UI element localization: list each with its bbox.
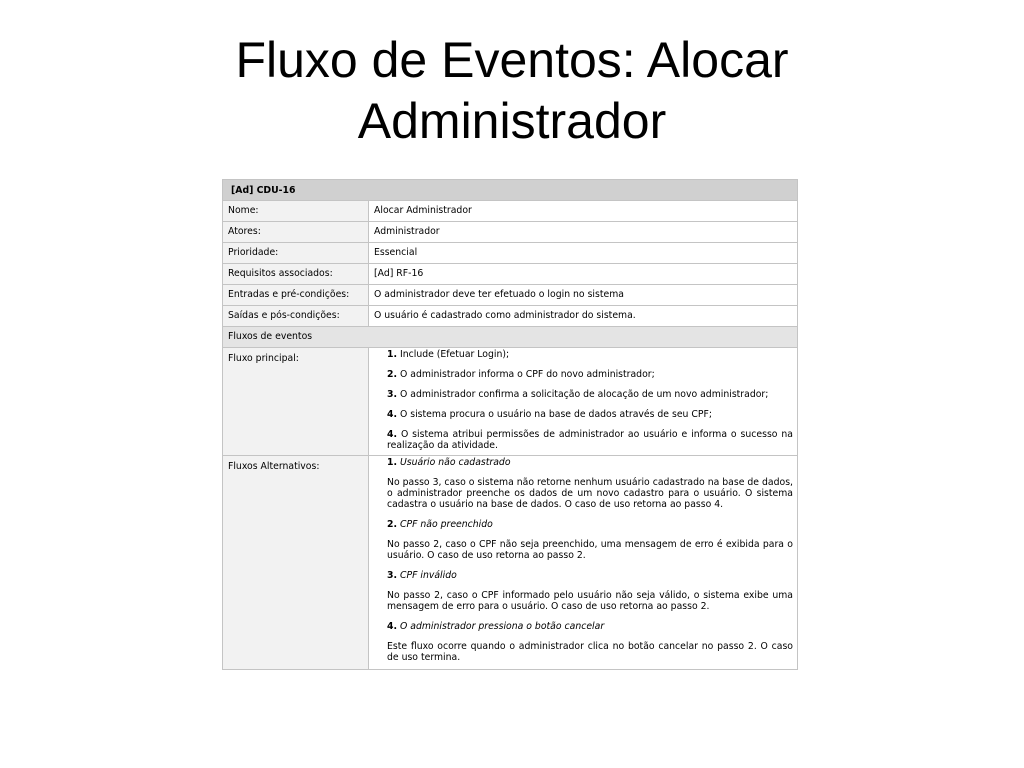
alt-flow-desc: No passo 3, caso o sistema não retorne nenhum usuário cadastrado na base de dados, o administrador preenche os dados de um novo cadastro para o usuário. O sistema cadastra o usuário na base de dados. O caso de uso retorna ao passo 4. bbox=[387, 477, 793, 510]
main-flow-label: Fluxo principal: bbox=[223, 348, 369, 456]
row-value: O administrador deve ter efetuado o login no sistema bbox=[369, 285, 798, 306]
row-label: Atores: bbox=[223, 222, 369, 243]
step-number: 4. bbox=[387, 409, 398, 420]
step-number: 1. bbox=[387, 349, 398, 360]
alt-flow-label: Fluxos Alternativos: bbox=[223, 456, 369, 670]
alt-title-text: CPF não preenchido bbox=[399, 519, 493, 530]
slide-title-line-1: Fluxo de Eventos: Alocar bbox=[235, 32, 789, 88]
alt-number: 4. bbox=[387, 621, 398, 632]
alt-flow-desc: Este fluxo ocorre quando o administrador clica no botão cancelar no passo 2. O caso de uso termina. bbox=[387, 641, 793, 663]
slide-title bbox=[0, 30, 1024, 152]
table-row bbox=[223, 285, 798, 306]
step-text: O administrador confirma a solicitação de alocação de um novo administrador; bbox=[399, 389, 769, 400]
table-row bbox=[223, 222, 798, 243]
row-value: [Ad] RF-16 bbox=[369, 264, 798, 285]
step-number: 3. bbox=[387, 389, 398, 400]
table-row bbox=[223, 306, 798, 327]
alt-flow-items bbox=[369, 456, 798, 670]
row-value: Essencial bbox=[369, 243, 798, 264]
alt-flow-desc: No passo 2, caso o CPF não seja preenchido, uma mensagem de erro é exibida para o usuário. O caso de uso retorna ao passo 2. bbox=[387, 539, 793, 561]
table-row bbox=[223, 243, 798, 264]
row-label: Nome: bbox=[223, 201, 369, 222]
row-value: Alocar Administrador bbox=[369, 201, 798, 222]
row-label: Prioridade: bbox=[223, 243, 369, 264]
alt-flow-title bbox=[387, 621, 793, 632]
row-value: O usuário é cadastrado como administrador do sistema. bbox=[369, 306, 798, 327]
flow-step bbox=[387, 429, 793, 451]
section-label: Fluxos de eventos bbox=[223, 327, 798, 348]
table-row bbox=[223, 201, 798, 222]
slide-title-line-2: Administrador bbox=[357, 93, 667, 149]
use-case-id: [Ad] CDU-16 bbox=[223, 180, 798, 201]
main-flow-row bbox=[223, 348, 798, 456]
use-case-table bbox=[222, 179, 798, 670]
alt-title-text: CPF inválido bbox=[399, 570, 457, 581]
step-text: O sistema atribui permissões de administrador ao usuário e informa o sucesso na realização da atividade. bbox=[387, 429, 793, 451]
alt-number: 1. bbox=[387, 457, 398, 468]
alt-title-text: Usuário não cadastrado bbox=[399, 457, 511, 468]
table-header-row bbox=[223, 180, 798, 201]
table-row bbox=[223, 264, 798, 285]
flow-step bbox=[387, 409, 793, 420]
flow-step bbox=[387, 369, 793, 380]
row-label: Entradas e pré-condições: bbox=[223, 285, 369, 306]
alt-number: 3. bbox=[387, 570, 398, 581]
alt-number: 2. bbox=[387, 519, 398, 530]
step-text: O sistema procura o usuário na base de dados através de seu CPF; bbox=[399, 409, 712, 420]
flow-step bbox=[387, 389, 793, 400]
alt-flow-title bbox=[387, 570, 793, 581]
row-label: Requisitos associados: bbox=[223, 264, 369, 285]
alt-flow-title bbox=[387, 519, 793, 530]
row-value: Administrador bbox=[369, 222, 798, 243]
flow-step bbox=[387, 349, 793, 360]
row-label: Saídas e pós-condições: bbox=[223, 306, 369, 327]
alt-flow-row bbox=[223, 456, 798, 670]
main-flow-steps bbox=[369, 348, 798, 456]
alt-flow-title bbox=[387, 457, 793, 468]
alt-title-text: O administrador pressiona o botão cancelar bbox=[399, 621, 605, 632]
alt-flow-desc: No passo 2, caso o CPF informado pelo usuário não seja válido, o sistema exibe uma mensagem de erro para o usuário. O caso de uso retorna ao passo 2. bbox=[387, 590, 793, 612]
step-number: 4. bbox=[387, 429, 398, 440]
section-row bbox=[223, 327, 798, 348]
step-number: 2. bbox=[387, 369, 398, 380]
step-text: Include (Efetuar Login); bbox=[399, 349, 510, 360]
step-text: O administrador informa o CPF do novo administrador; bbox=[399, 369, 655, 380]
